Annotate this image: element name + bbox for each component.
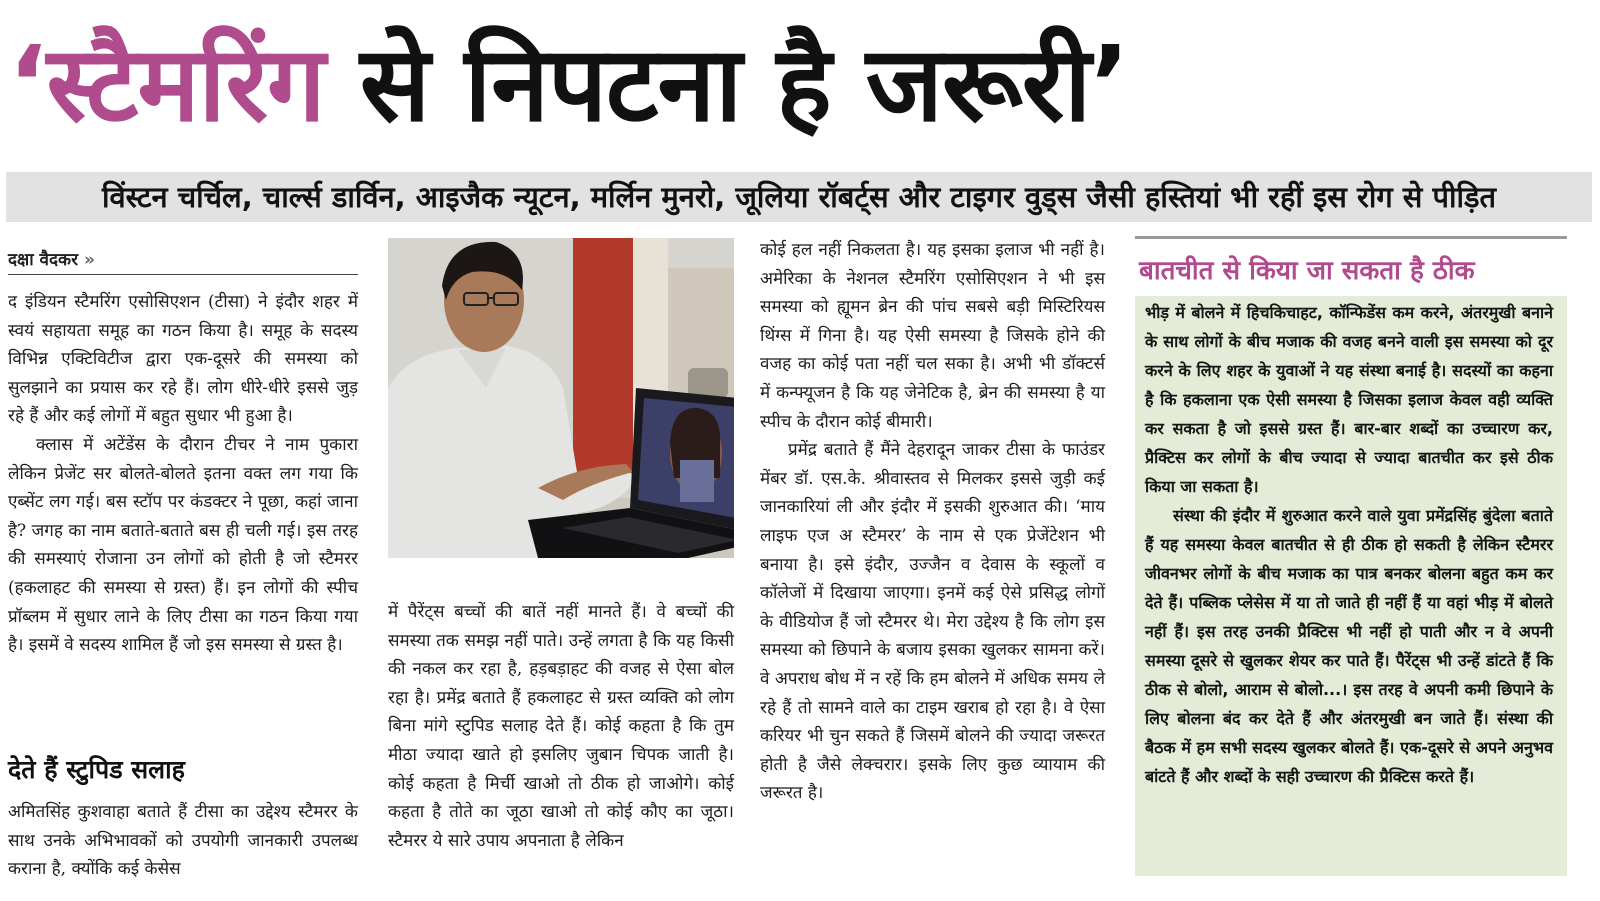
author-name: दक्षा वैदकर bbox=[8, 250, 79, 270]
article-column-2 bbox=[388, 598, 734, 855]
headline-rest: से निपटना है जरूरी’ bbox=[324, 23, 1129, 145]
article-column-1-cont bbox=[8, 798, 358, 884]
article-column-1 bbox=[8, 288, 358, 660]
paragraph: द इंडियन स्टैमरिंग एसोसिएशन (टीसा) ने इंदौर शहर में स्वयं सहायता समूह का गठन किया है। समूह के सदस्य विभिन्न एक्टिविटीज द्वारा एक-दूसरे की समस्या को सुलझाने का प्रयास कर रहे हैं। लोग धीरे-धीरे इससे जुड़ रहे हैं और कई लोगों में बहुत सुधार भी हुआ है। bbox=[8, 292, 358, 427]
byline-marker: » bbox=[84, 250, 96, 270]
sidebox-title: बातचीत से किया जा सकता है ठीक bbox=[1139, 256, 1475, 286]
article-photo bbox=[388, 238, 734, 558]
article-column-3 bbox=[760, 236, 1105, 808]
headline-highlight: ‘स्टैमरिंग bbox=[8, 23, 325, 145]
paragraph: भीड़ में बोलने में हिचकिचाहट, कॉन्फिडेंस कम करने, अंतरमुखी बनाने के साथ लोगों के बीच मजाक की वजह बनने वाली इस समस्या को दूर करने के लिए शहर के युवाओं ने यह संस्था बनाई है। सदस्यों का कहना है कि हकलाना एक ऐसी समस्या है जिसका इलाज केवल वही व्यक्ति कर सकता है जो इससे ग्रस्त हैं। बार-बार शब्दों का उच्चारण कर, प्रैक्टिस कर लोगों के बीच ज्यादा से ज्यादा बातचीत कर इसे ठीक किया जा सकता है। bbox=[1145, 303, 1553, 496]
paragraph: अमितसिंह कुशवाहा बताते हैं टीसा का उद्देश्य स्टैमरर के साथ उनके अभिभावकों को उपयोगी जानकारी उपलब्ध कराना है, क्योंकि कई केसेस bbox=[8, 802, 358, 880]
section-heading: देते हैं स्टुपिड सलाह bbox=[8, 755, 185, 784]
paragraph: प्रमेंद्र बताते हैं मैंने देहरादून जाकर टीसा के फाउंडर मेंबर डॉ. एस.के. श्रीवास्तव से मिलकर इससे जुड़ी कई जानकारियां ली और इंदौर में इसकी शुरुआत की। ‘माय लाइफ एज अ स्टैमरर’ के नाम से एक प्रेजेंटेशन भी बनाया है। इसे इंदौर, उज्जैन व देवास के स्कूलों व कॉलेजों में दिखाया जाएगा। इनमें कई ऐसे प्रसिद्ध लोगों के वीडियोज हैं जो स्टैमरर थे। मेरा उद्देश्य है कि लोग इस समस्या को छिपाने के बजाय इसका खुलकर सामना करें। वे अपराध बोध में न रहें कि हम बोलने में अधिक समय ले रहे हैं तो सामने वाले का टाइम खराब हो रहा है। वे ऐसा करियर भी चुन सकते हैं जिसमें बोलने की ज्यादा जरूरत होती है जैसे लेक्चरार। इसके लिए कुछ व्यायाम की जरूरत है। bbox=[760, 440, 1105, 804]
headline bbox=[8, 6, 1592, 166]
sidebox bbox=[1135, 296, 1567, 876]
sidebox-text bbox=[1145, 298, 1553, 791]
paragraph: संस्था की इंदौर में शुरुआत करने वाले युवा प्रमेंद्रसिंह बुंदेला बताते हैं यह समस्या केवल बातचीत से ही ठीक हो सकती है लेकिन स्टैमरर जीवनभर लोगों के बीच मजाक का पात्र बनकर बोलना बहुत कम कर देते हैं। पब्लिक प्लेसेस में या तो जाते ही नहीं हैं या वहां भीड़ में बोलते नहीं हैं। इस तरह उनकी प्रैक्टिस भी नहीं हो पाती और न वे अपनी समस्या दूसरे से खुलकर शेयर कर पाते हैं। पैरेंट्स भी उन्हें डांटते हैं कि ठीक से बोलो, आराम से बोलो...। इस तरह वे अपनी कमी छिपाने के लिए बोलना बंद कर देते हैं और अंतरमुखी बन जाते हैं। संस्था की बैठक में हम सभी सदस्य खुलकर बोलते हैं। एक-दूसरे से अपने अनुभव बांटते हैं और शब्दों के सही उच्चारण की प्रैक्टिस करते हैं। bbox=[1145, 506, 1553, 786]
photo-illustration bbox=[388, 238, 734, 558]
sidebox-divider bbox=[1135, 236, 1567, 239]
subheadline: विंस्टन चर्चिल, चार्ल्स डार्विन, आइजैक न्यूटन, मर्लिन मुनरो, जूलिया रॉबर्ट्स और टाइगर वुड्स जैसी हस्तियां भी रहीं इस रोग से पीड़ित bbox=[6, 172, 1592, 222]
byline bbox=[8, 246, 358, 275]
paragraph: में पैरेंट्स बच्चों की बातें नहीं मानते हैं। वे बच्चों की समस्या तक समझ नहीं पाते। उन्हें लगता है कि यह किसी की नकल कर रहा है, हड़बड़ाहट की वजह से ऐसा बोल रहा है। प्रमेंद्र बताते हैं हकलाहट से ग्रस्त व्यक्ति को लोग बिना मांगे स्टुपिड सलाह देते हैं। कोई कहता है कि तुम मीठा ज्यादा खाते हो इसलिए जुबान चिपक जाती है। कोई कहता है मिर्ची खाओ तो ठीक हो जाओगे। कोई कहता है तोते का जूठा खाओ तो कोई कौए का जूठा। स्टैमरर ये सारे उपाय अपनाता है लेकिन bbox=[388, 602, 734, 851]
paragraph: कोई हल नहीं निकलता है। यह इसका इलाज भी नहीं है। अमेरिका के नेशनल स्टैमरिंग एसोसिएशन ने भी इस समस्या को ह्यूमन ब्रेन की पांच सबसे बड़ी मिस्टिरियस थिंग्स में गिना है। यह ऐसी समस्या है जिसके होने की वजह का कोई पता नहीं चल सका है। अभी भी डॉक्टर्स में कन्फ्यूजन है कि यह जेनेटिक है, ब्रेन की समस्या है या स्पीच के दौरान कोई बीमारी। bbox=[760, 240, 1105, 432]
paragraph: क्लास में अटेंडेंस के दौरान टीचर ने नाम पुकारा लेकिन प्रेजेंट सर बोलते-बोलते इतना वक्त लग गया कि एब्सेंट लग गई। बस स्टॉप पर कंडक्टर ने पूछा, कहां जाना है? जगह का नाम बताते-बताते बस ही चली गई। इस तरह की समस्याएं रोजाना उन लोगों को होती है जो स्टैमरर (हकलाहट की समस्या से ग्रस्त) हैं। इन लोगों की स्पीच प्रॉब्लम में सुधार लाने के लिए टीसा का गठन किया गया है। इसमें वे सदस्य शामिल हैं जो इस समस्या से ग्रस्त है। bbox=[8, 434, 358, 656]
